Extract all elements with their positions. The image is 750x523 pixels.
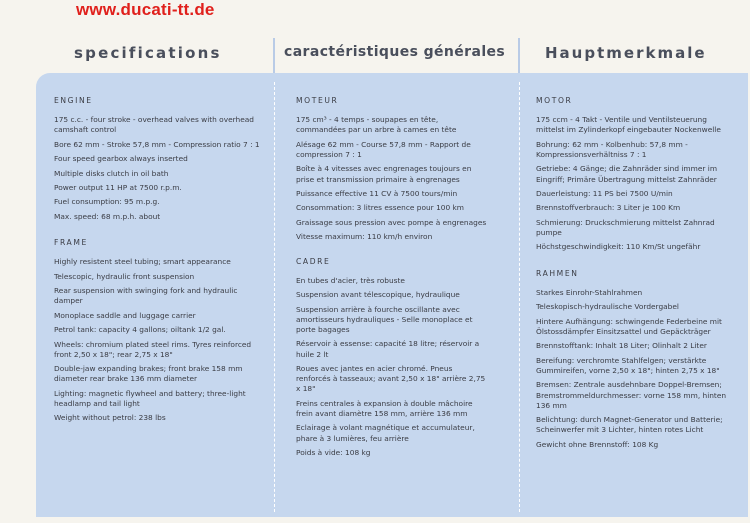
english-column [54,96,266,428]
spec-item: Réservoir à essense: capacité 18 litre; réservoir a huile 2 lt [296,339,480,359]
spec-item: Lighting: magnetic flywheel and battery; three-light headlamp and tail light [54,388,246,408]
spec-item: Bore 62 mm - Stroke 57,8 mm - Compression ratio 7 : 1 [54,139,260,149]
spec-item: Fuel consumption: 95 m.p.g. [54,197,160,207]
spec-item: Highly resistent steel tubing; smart appearance [54,257,231,267]
spec-item: Consommation: 3 litres essence pour 100 km [296,203,464,213]
cadre-section-title: CADRE [296,256,331,266]
top-divider-left [273,38,275,76]
spec-item: 175 c.c. - four stroke - overhead valves with overhead camshaft control [54,115,254,135]
spec-item: Schmierung: Druckschmierung mittelst Zahnrad pumpe [536,217,715,237]
spec-item: Telescopic, hydraulic front suspension [54,271,195,281]
frame-section-title: FRAME [54,238,88,248]
spec-item: Bohrung: 62 mm - Kolbenhub: 57,8 mm - Kompressionsverhältniss 7 : 1 [536,139,688,159]
rahmen-section-title: RAHMEN [536,268,579,278]
spec-item: 175 cm³ - 4 temps - soupapes en tête, commandées par un arbre à cames en tête [296,115,457,135]
column-divider-left [274,82,275,512]
spec-item: Graissage sous pression avec pompe à engrenages [296,217,487,227]
spec-item: Petrol tank: capacity 4 gallons; oiltank 1/2 gal. [54,325,226,335]
spec-item: Hintere Aufhängung: schwingende Federbeine mit Ölstossdämpfer Einsitzsattel und Gepäckträger [536,316,722,336]
cadre-spec-list [296,276,488,458]
spec-item: Weight without petrol: 238 lbs [54,413,166,423]
column-divider-right [519,82,520,512]
heading-hauptmerkmale: Hauptmerkmale [545,44,707,62]
spec-item: Monoplace saddle and luggage carrier [54,310,196,320]
motor-spec-list [536,115,732,252]
spec-item: Eclairage à volant magnétique et accumulateur, phare à 3 lumières, feu arrière [296,423,475,443]
spec-item: Brennstoffverbrauch: 3 Liter je 100 Km [536,203,681,213]
rahmen-spec-list [536,288,732,450]
top-divider-right [518,38,520,76]
spec-item: Puissance effective 11 CV à 7500 tours/min [296,188,458,198]
french-column [296,96,488,462]
spec-item: Rear suspension with swinging fork and hydraulic damper [54,286,238,306]
frame-spec-list [54,257,266,423]
spec-item: Max. speed: 68 m.p.h. about [54,211,161,221]
spec-item: Four speed gearbox always inserted [54,154,188,164]
spec-item: Poids à vide: 108 kg [296,447,371,457]
spec-item: Freins centrales à expansion à double mâchoire frein avant diamètre 158 mm, arrière 136 mm [296,398,473,418]
motor-section-title: MOTOR [536,96,573,105]
spec-item: En tubes d'acier, très robuste [296,275,405,285]
moteur-spec-list [296,115,488,242]
spec-item: Suspension arrière à fourche oscillante avec amortisseurs hydrauliques - Selle monoplace et porte bagages [296,304,473,334]
spec-item: Höchstgeschwindigkeit: 110 Km/St ungefähr [536,242,701,252]
spec-item: Suspension avant télescopique, hydraulique [296,290,460,300]
spec-item: Bremsen: Zentrale ausdehnbare Doppel-Bremsen; Bremstrommeldurchmesser: vorne 158 mm, hinten 136 mm [536,380,727,410]
moteur-section-title: MOTEUR [296,96,339,105]
site-watermark: www.ducati-tt.de [76,0,215,19]
spec-item: Getriebe: 4 Gänge; die Zahnräder sind immer im Eingriff; Primäre Übertragung mittelst Zahnräder [536,164,718,184]
spec-item: Power output 11 HP at 7500 r.p.m. [54,182,182,192]
engine-section-title: ENGINE [54,96,93,105]
spec-item: Bereifung: verchromte Stahlfelgen; verstärkte Gummireifen, vorne 2,50 x 18"; hinten 2,75 x 18" [536,355,720,375]
spec-item: Belichtung: durch Magnet-Generator und Batterie; Scheinwerfer mit 3 Lichter, hinten rotes Licht [536,415,723,435]
spec-item: Wheels: chromium plated steel rims. Tyres reinforced front 2,50 x 18"; rear 2,75 x 18" [54,339,252,359]
spec-item: Teleskopisch-hydraulische Vordergabel [536,302,679,312]
spec-item: Brennstofftank: Inhalt 18 Liter; Olinhalt 2 Liter [536,341,707,351]
german-column [536,96,732,454]
spec-item: Vitesse maximum: 110 km/h environ [296,232,433,242]
spec-item: Double-jaw expanding brakes; front brake 158 mm diameter rear brake 136 mm diameter [54,364,243,384]
spec-item: Starkes Einrohr-Stahlrahmen [536,287,643,297]
spec-item: Alésage 62 mm - Course 57,8 mm - Rapport de compression 7 : 1 [296,139,471,159]
spec-item: Boîte à 4 vitesses avec engrenages toujours en prise et transmission primaire à engrenages [296,164,472,184]
heading-caracteristiques: caractéristiques générales [284,44,506,60]
spec-item: Dauerleistung: 11 PS bei 7500 U/min [536,188,673,198]
spec-item: 175 ccm - 4 Takt - Ventile und Ventilsteuerung mittelst im Zylinderkopf eingebauter Nockenwelle [536,115,721,135]
spec-item: Gewicht ohne Brennstoff: 108 Kg [536,439,659,449]
spec-item: Multiple disks clutch in oil bath [54,168,169,178]
engine-spec-list [54,115,266,222]
heading-specifications: specifications [74,44,222,62]
spec-item: Roues avec jantes en acier chromé. Pneus renforcés à tasseaux; avant 2,50 x 18" arrière 2,75 x 18" [296,363,486,394]
